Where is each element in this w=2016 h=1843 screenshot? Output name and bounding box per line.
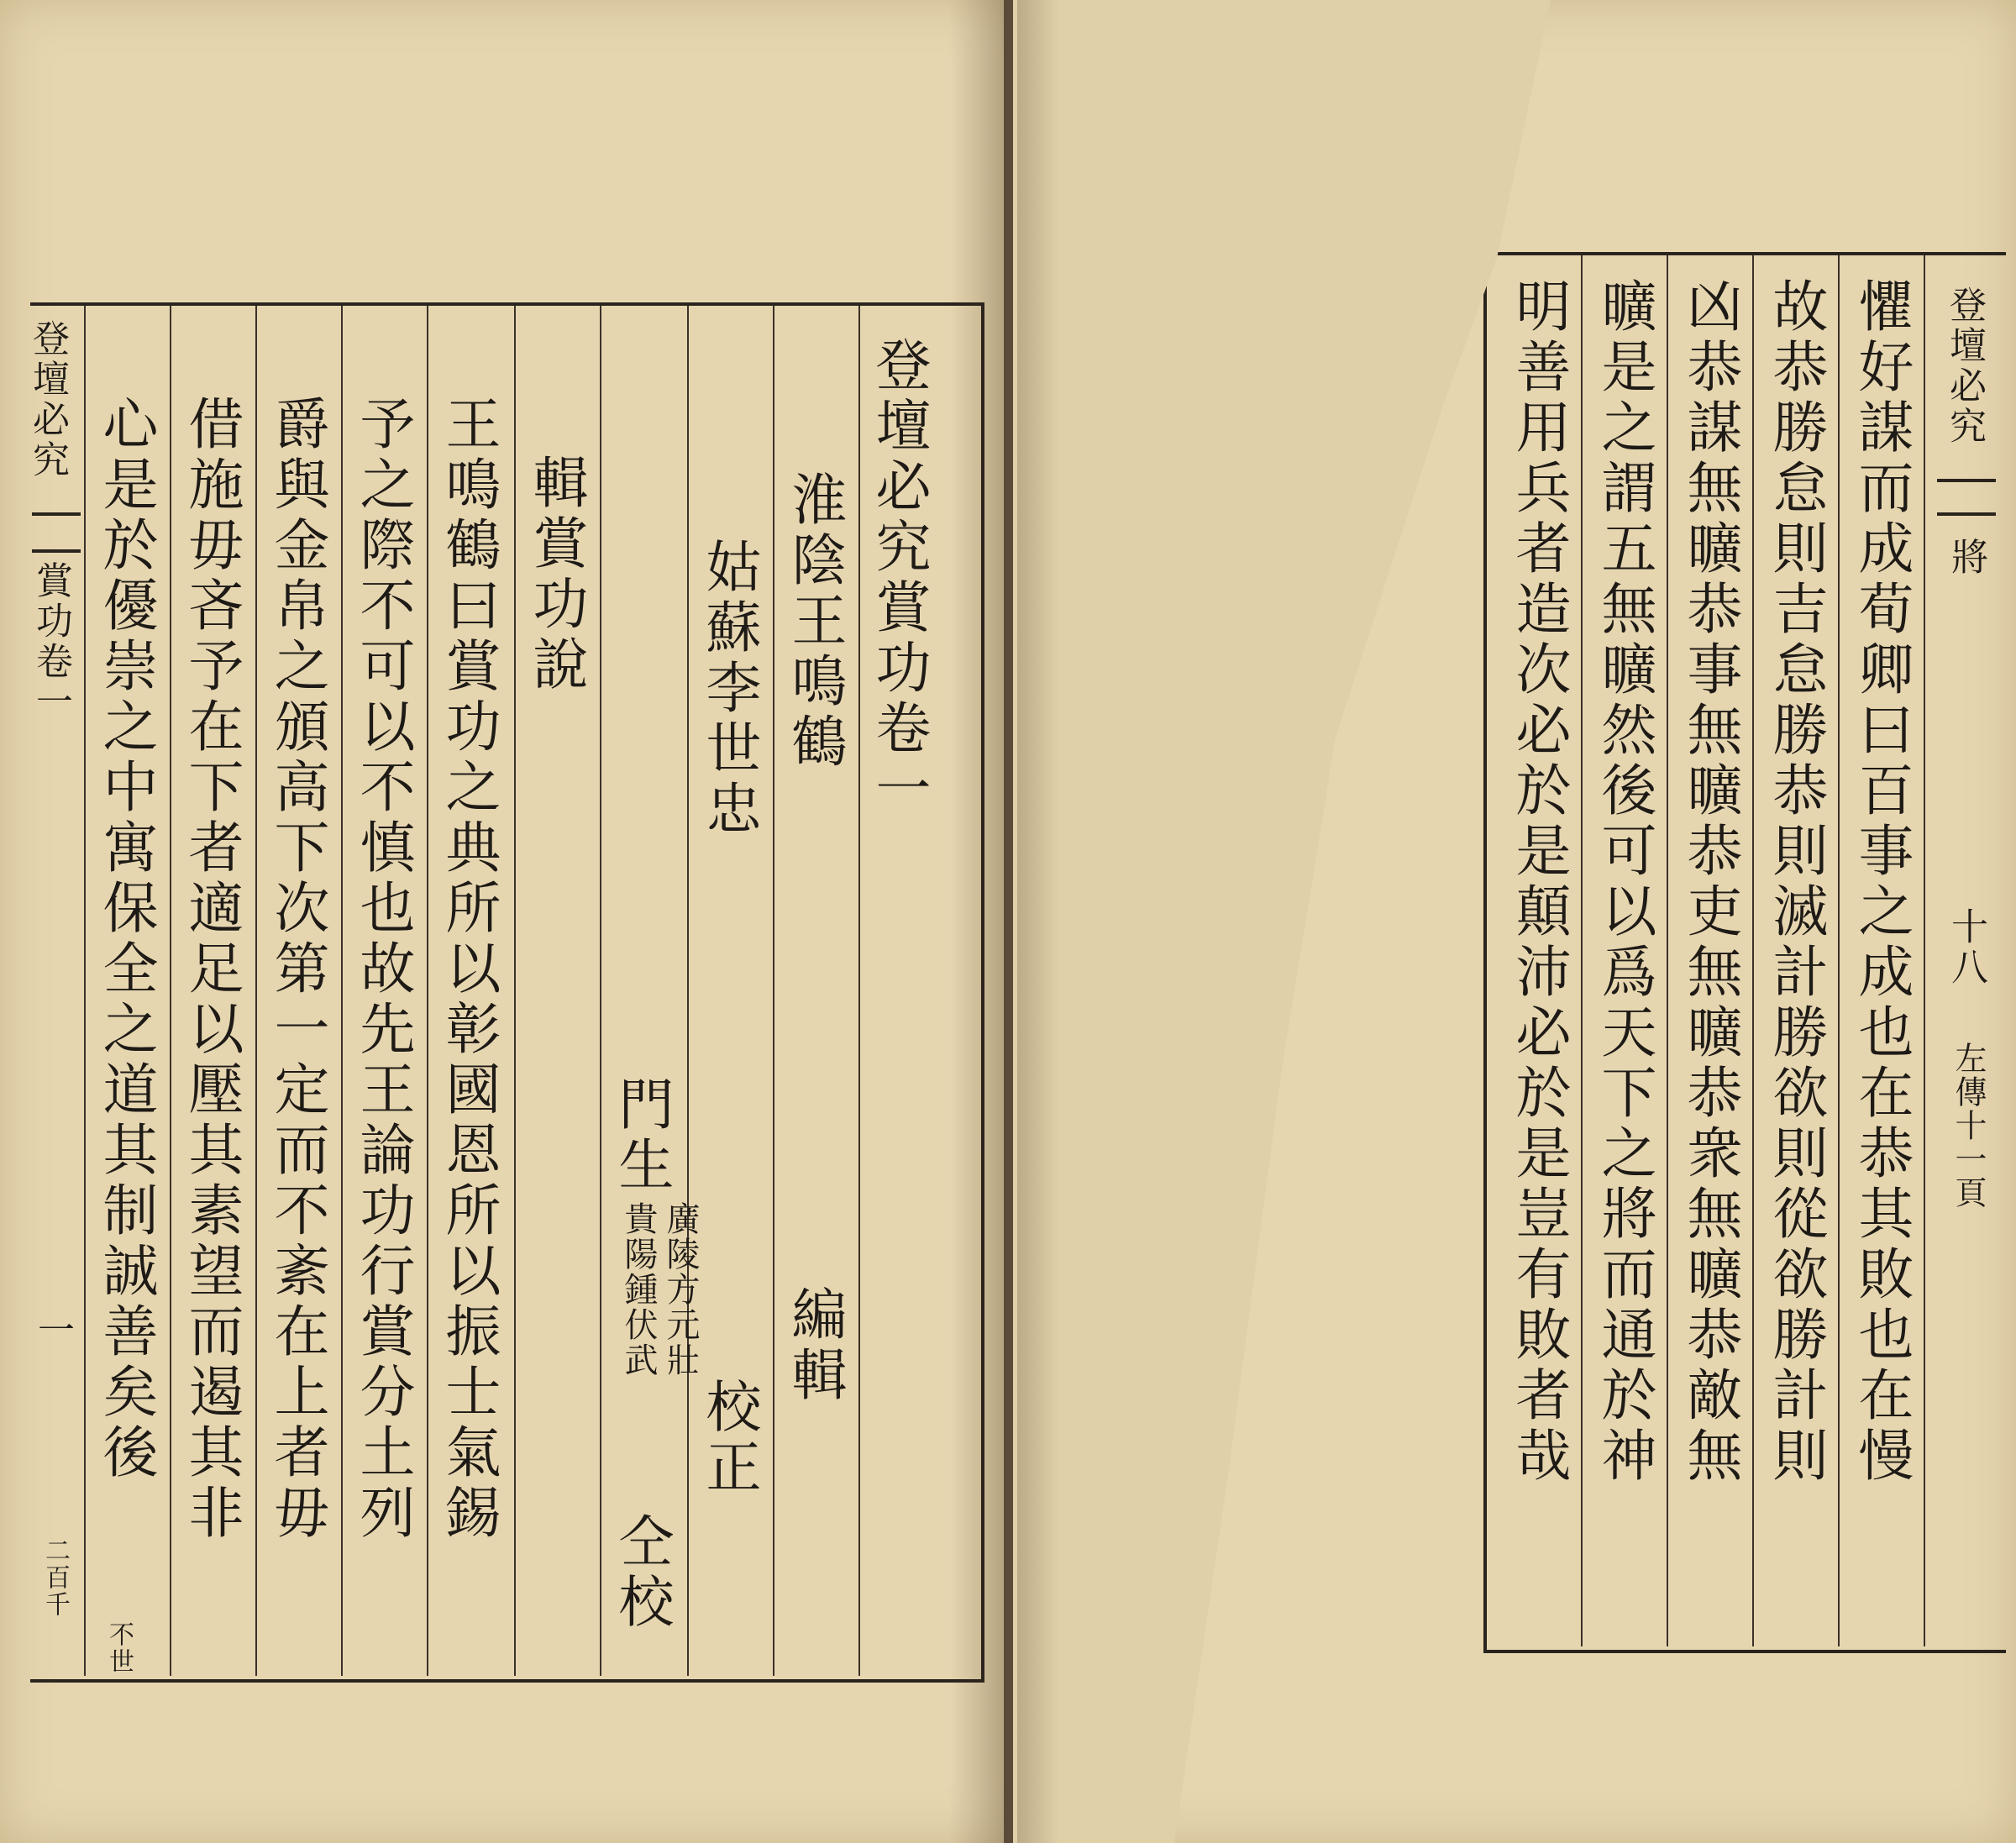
text-column-4: 借施毋吝予在下者適足以壓其素望而遏其非 <box>179 395 244 1544</box>
column-rule <box>514 306 516 1676</box>
column-rule <box>1667 255 1668 1646</box>
margin-book-title: 登壇必究 <box>26 319 69 480</box>
compiler-name: 淮陰王鳴鶴 <box>782 470 847 773</box>
heading-title: 登壇必究賞功卷一 <box>866 336 931 820</box>
column-rule <box>1752 255 1754 1646</box>
margin-page-number: 一 <box>31 1310 74 1351</box>
column-rule <box>858 306 860 1676</box>
disciples-label: 門生 <box>609 1075 674 1196</box>
disciples-role: 仝校 <box>609 1512 674 1633</box>
column-rule <box>84 306 86 1676</box>
corrector-name: 姑蘇李世忠 <box>696 538 761 840</box>
column-5-small-note: 不世 <box>104 1621 134 1675</box>
right-text-column-4: 曠是之謂五無曠然後可以爲天下之將而通於神 <box>1592 277 1656 1487</box>
fish-tail-mark <box>1937 479 1996 516</box>
column-rule <box>687 306 689 1676</box>
right-text-column-3: 凶恭謀無曠恭事無曠恭吏無曠恭衆無曠恭敵無 <box>1677 277 1742 1487</box>
column-rule <box>255 306 257 1676</box>
right-text-column-1: 懼好謀而成荀卿曰百事之成也在恭其敗也在慢 <box>1849 277 1914 1487</box>
right-margin-book-title: 登壇必究 <box>1943 286 1986 447</box>
corrector-role: 校正 <box>696 1378 761 1499</box>
column-rule <box>1581 255 1583 1646</box>
right-margin-chapter-label: 將 <box>1945 538 1987 578</box>
right-margin-page-number: 十八 <box>1945 907 1987 988</box>
right-text-column-5: 明善用兵者造次必於是顛沛必於是豈有敗者哉 <box>1506 277 1571 1487</box>
text-column-2: 予之際不可以不慎也故先王論功行賞分土列 <box>350 395 415 1544</box>
fish-tail-mark <box>32 512 81 553</box>
column-rule <box>170 306 171 1676</box>
text-column-1: 王鳴鶴曰賞功之典所以彰國恩所以振士氣錫 <box>436 395 501 1544</box>
column-rule <box>1924 255 1925 1646</box>
column-rule <box>427 306 428 1676</box>
compiler-role: 編輯 <box>782 1285 847 1406</box>
disciples-names-b: 貴陽鍾伏武 <box>619 1201 658 1378</box>
column-rule <box>1838 255 1840 1646</box>
right-text-column-2: 故恭勝怠則吉怠勝恭則滅計勝欲則從欲勝計則 <box>1763 277 1828 1487</box>
column-rule <box>600 306 601 1676</box>
fold-shadow <box>949 0 1008 1843</box>
text-column-5: 心是於優崇之中寓保全之道其制誠善矣後 <box>93 395 158 1483</box>
disciples-names-a: 廣陵方元壯 <box>661 1201 700 1378</box>
column-rule <box>341 306 343 1676</box>
right-margin-note: 左傳十一頁 <box>1950 1042 1987 1210</box>
fold-shadow <box>1017 0 1059 1843</box>
column-rule <box>773 306 774 1676</box>
text-column-3: 爵與金帛之頒高下次第一定而不紊在上者毋 <box>265 395 329 1544</box>
margin-chapter-label: 賞功卷一 <box>29 561 72 722</box>
section-title: 輯賞功說 <box>523 454 588 696</box>
margin-bottom-note: 二百千 <box>40 1537 70 1618</box>
